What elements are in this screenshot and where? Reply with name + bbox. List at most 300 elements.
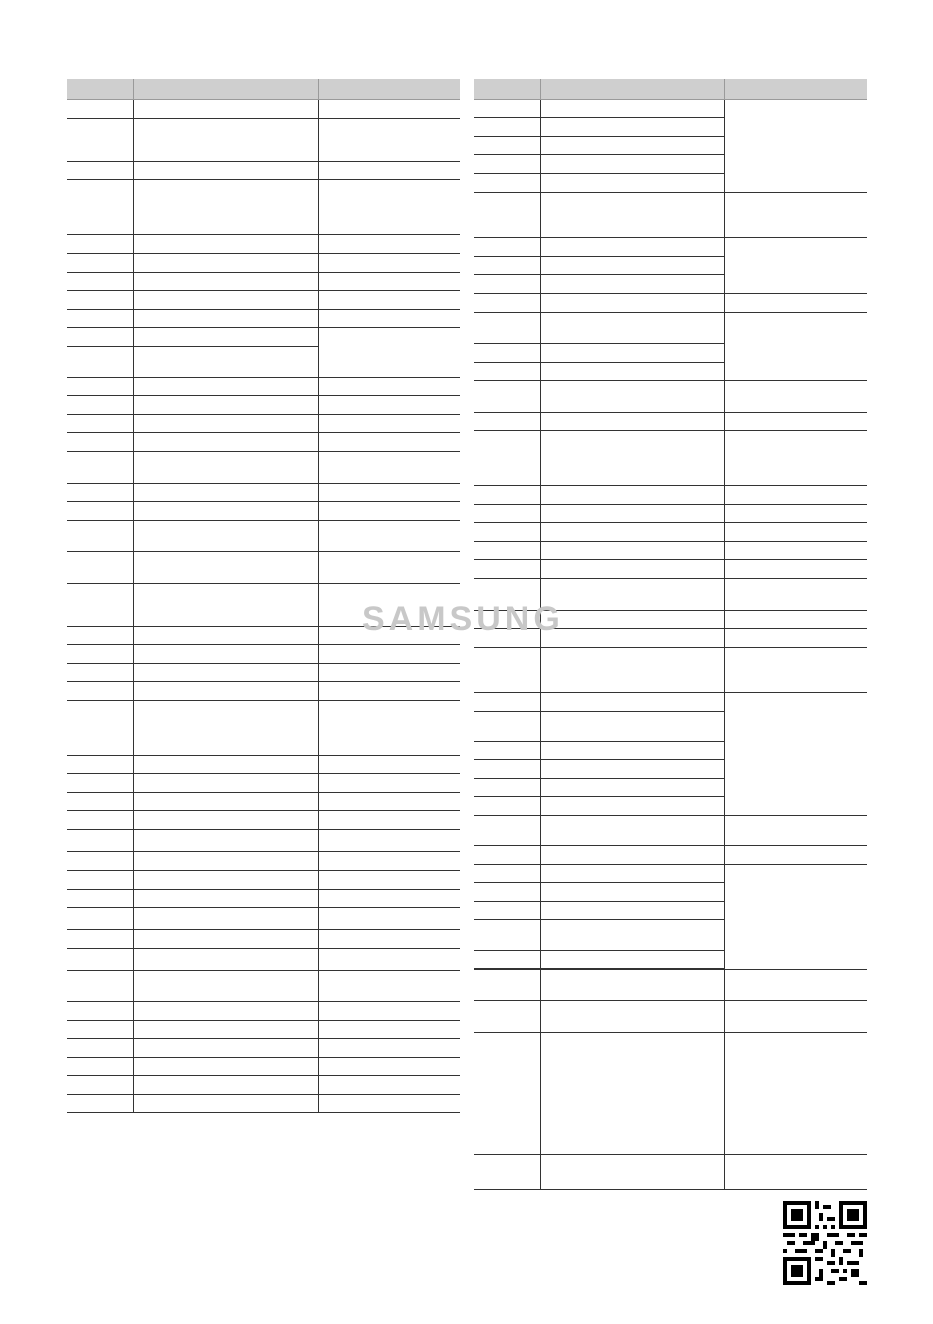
table-cell (133, 99, 318, 118)
table-cell (540, 173, 724, 192)
table-cell (540, 504, 724, 522)
table-cell (133, 681, 318, 700)
table-cell (318, 483, 460, 501)
table-cell (67, 327, 133, 346)
table-cell (133, 889, 318, 907)
table-cell (474, 864, 540, 882)
table-cell (133, 290, 318, 309)
table-cell (67, 889, 133, 907)
table-cell (67, 907, 133, 929)
table-row (67, 663, 460, 681)
table-cell (133, 309, 318, 327)
table-cell (474, 274, 540, 293)
table-cell (474, 380, 540, 412)
header-cell (318, 79, 460, 99)
table-cell (67, 432, 133, 451)
table-cell (318, 551, 460, 583)
table-cell (540, 1000, 724, 1032)
table-cell (540, 759, 724, 778)
table-cell (67, 309, 133, 327)
table-cell (724, 628, 867, 647)
table-row (67, 700, 460, 755)
table-cell (474, 237, 540, 256)
table-cell (133, 483, 318, 501)
table-cell (67, 970, 133, 1001)
table-cell (67, 501, 133, 520)
table-cell (474, 711, 540, 741)
table-cell (67, 520, 133, 551)
table-row (474, 815, 867, 845)
table-cell (133, 551, 318, 583)
table-cell (133, 395, 318, 414)
table-cell (540, 312, 724, 343)
table-cell (540, 578, 724, 610)
table-cell (474, 343, 540, 362)
table-cell (540, 950, 724, 968)
table-cell (318, 644, 460, 663)
table-cell (133, 1020, 318, 1038)
table-cell (133, 948, 318, 970)
table-cell (474, 950, 540, 968)
table-row (474, 1000, 867, 1032)
table-cell (133, 179, 318, 234)
header-cell (724, 79, 867, 99)
table-cell (474, 362, 540, 380)
table-cell (724, 1000, 867, 1032)
table-cell (540, 628, 724, 647)
table-cell (133, 663, 318, 681)
table-cell (133, 253, 318, 272)
table-row (67, 118, 460, 161)
table-cell (318, 234, 460, 253)
table-cell (133, 626, 318, 644)
table-cell (724, 610, 867, 628)
table-cell (318, 161, 460, 179)
table-cell (318, 118, 460, 161)
header-cell (133, 79, 318, 99)
table-row (474, 430, 867, 485)
table-cell (67, 346, 133, 377)
table-row (474, 559, 867, 578)
table-cell (724, 192, 867, 237)
table-cell (724, 845, 867, 864)
table-cell (474, 796, 540, 815)
table-cell (67, 1001, 133, 1020)
table-cell (540, 430, 724, 485)
table-cell (133, 451, 318, 483)
header-cell (474, 79, 540, 99)
table-row (474, 1154, 867, 1189)
table-cell (474, 99, 540, 117)
table-row (67, 1094, 460, 1112)
table-cell (540, 864, 724, 882)
table-cell (724, 293, 867, 312)
table-row (67, 161, 460, 179)
table-cell (67, 253, 133, 272)
table-cell (474, 559, 540, 578)
table-row (67, 272, 460, 290)
table-cell (67, 851, 133, 870)
table-row (67, 520, 460, 551)
table-cell (724, 237, 867, 293)
table-cell (540, 692, 724, 711)
table-cell (540, 154, 724, 173)
table-cell (540, 522, 724, 541)
table-row (67, 483, 460, 501)
table-cell (474, 154, 540, 173)
table-cell (133, 792, 318, 810)
table-cell (318, 810, 460, 829)
table-row (474, 312, 867, 343)
table-row (474, 237, 867, 256)
table-row (67, 929, 460, 948)
table-row (67, 970, 460, 1001)
table-cell (724, 578, 867, 610)
table-cell (540, 485, 724, 504)
table-cell (318, 99, 460, 118)
table-row (474, 412, 867, 430)
table-cell (67, 551, 133, 583)
table-cell (474, 430, 540, 485)
table-cell (540, 778, 724, 796)
table-row (67, 681, 460, 700)
table-row (67, 1075, 460, 1094)
table-cell (67, 290, 133, 309)
table-cell (474, 136, 540, 154)
table-row (67, 501, 460, 520)
table-cell (318, 773, 460, 792)
table-row (67, 829, 460, 851)
table-cell (67, 118, 133, 161)
table-cell (474, 522, 540, 541)
table-cell (724, 485, 867, 504)
table-row (474, 541, 867, 559)
table-cell (67, 483, 133, 501)
table-cell (474, 845, 540, 864)
table-cell (133, 1001, 318, 1020)
table-row (67, 1001, 460, 1020)
table-cell (474, 1032, 540, 1154)
table-cell (724, 541, 867, 559)
table-row (67, 1038, 460, 1057)
table-cell (67, 948, 133, 970)
table-cell (540, 1032, 724, 1154)
table-row (474, 1032, 867, 1154)
table-row (474, 522, 867, 541)
table-cell (540, 343, 724, 362)
table-cell (318, 1094, 460, 1112)
table-cell (724, 380, 867, 412)
table-cell (318, 663, 460, 681)
table-cell (540, 796, 724, 815)
table-cell (540, 117, 724, 136)
table-row (67, 432, 460, 451)
table-cell (540, 882, 724, 901)
header-cell (67, 79, 133, 99)
table-cell (724, 522, 867, 541)
table-cell (474, 815, 540, 845)
table-cell (67, 810, 133, 829)
table-cell (318, 1075, 460, 1094)
table-cell (318, 929, 460, 948)
table-cell (540, 741, 724, 759)
table-cell (724, 1154, 867, 1189)
table-cell (474, 919, 540, 950)
table-cell (724, 1032, 867, 1154)
table-cell (318, 414, 460, 432)
table-cell (724, 969, 867, 1000)
table-cell (474, 759, 540, 778)
table-cell (318, 432, 460, 451)
table-cell (318, 907, 460, 929)
table-cell (474, 256, 540, 274)
table-cell (133, 829, 318, 851)
table-row (67, 377, 460, 395)
table-cell (474, 778, 540, 796)
table-cell (474, 692, 540, 711)
table-cell (474, 117, 540, 136)
table-cell (474, 882, 540, 901)
table-cell (318, 851, 460, 870)
table-cell (133, 851, 318, 870)
table-cell (67, 1094, 133, 1112)
table-cell (133, 700, 318, 755)
table-cell (540, 559, 724, 578)
table-cell (540, 362, 724, 380)
table-cell (318, 290, 460, 309)
table-cell (133, 870, 318, 889)
table-cell (318, 272, 460, 290)
table-cell (474, 504, 540, 522)
table-cell (318, 1038, 460, 1057)
table-cell (67, 1057, 133, 1075)
table-cell (724, 559, 867, 578)
table-row (67, 327, 460, 346)
table-row (67, 451, 460, 483)
table-cell (318, 1001, 460, 1020)
table-cell (67, 179, 133, 234)
table-cell (724, 864, 867, 969)
table-cell (474, 485, 540, 504)
table-cell (540, 647, 724, 692)
table-cell (318, 377, 460, 395)
table-cell (133, 907, 318, 929)
table-cell (540, 412, 724, 430)
table-cell (540, 901, 724, 919)
table-cell (67, 644, 133, 663)
table-row (474, 192, 867, 237)
table-cell (133, 1075, 318, 1094)
table-cell (540, 136, 724, 154)
table-row (67, 889, 460, 907)
table-cell (474, 647, 540, 692)
table-cell (318, 792, 460, 810)
table-row (67, 253, 460, 272)
table-cell (67, 773, 133, 792)
table-cell (67, 755, 133, 773)
table-cell (133, 583, 318, 626)
table-cell (318, 451, 460, 483)
table-cell (540, 541, 724, 559)
brand-watermark: SAMSUNG (362, 600, 564, 638)
table-cell (540, 256, 724, 274)
table-cell (133, 970, 318, 1001)
table-cell (540, 237, 724, 256)
table-cell (724, 430, 867, 485)
table-cell (67, 1038, 133, 1057)
table-cell (540, 380, 724, 412)
left-table (67, 79, 460, 1113)
table-row (474, 969, 867, 1000)
table-row (474, 99, 867, 117)
table-cell (67, 663, 133, 681)
table-cell (724, 312, 867, 380)
table-cell (474, 1154, 540, 1189)
table-row (67, 179, 460, 234)
table-cell (724, 647, 867, 692)
table-cell (133, 520, 318, 551)
table-cell (318, 179, 460, 234)
table-cell (318, 1057, 460, 1075)
table-cell (540, 919, 724, 950)
table-cell (133, 161, 318, 179)
table-cell (540, 293, 724, 312)
table-row (67, 309, 460, 327)
table-row (67, 99, 460, 118)
table-cell (133, 327, 318, 346)
table-cell (540, 192, 724, 237)
table-cell (133, 414, 318, 432)
table-cell (318, 889, 460, 907)
table-row (67, 551, 460, 583)
table-cell (724, 412, 867, 430)
table-cell (318, 681, 460, 700)
table-cell (67, 700, 133, 755)
table-cell (67, 583, 133, 626)
table-row (474, 380, 867, 412)
table-row (67, 1020, 460, 1038)
table-cell (540, 1154, 724, 1189)
table-cell (67, 395, 133, 414)
table-cell (540, 969, 724, 1000)
table-row (67, 234, 460, 253)
table-cell (474, 173, 540, 192)
table-cell (318, 327, 460, 377)
qr-code-icon (783, 1201, 867, 1285)
table-row (474, 692, 867, 711)
table-cell (540, 274, 724, 293)
table-cell (67, 99, 133, 118)
table-row (474, 293, 867, 312)
table-row (67, 810, 460, 829)
table-cell (133, 377, 318, 395)
table-row (67, 290, 460, 309)
table-cell (318, 948, 460, 970)
table-row (474, 845, 867, 864)
table-cell (724, 692, 867, 815)
table-cell (318, 970, 460, 1001)
table-cell (474, 969, 540, 1000)
table-row (67, 1057, 460, 1075)
table-cell (474, 192, 540, 237)
table-cell (133, 755, 318, 773)
table-row (67, 870, 460, 889)
table-row (474, 864, 867, 882)
table-cell (67, 626, 133, 644)
table-cell (133, 1094, 318, 1112)
table-cell (67, 681, 133, 700)
table-cell (318, 700, 460, 755)
table-cell (474, 412, 540, 430)
table-row (474, 647, 867, 692)
table-cell (133, 929, 318, 948)
table-cell (67, 929, 133, 948)
table-row (474, 485, 867, 504)
table-cell (540, 610, 724, 628)
table-cell (318, 1020, 460, 1038)
table-row (67, 948, 460, 970)
table-cell (133, 810, 318, 829)
table-cell (67, 161, 133, 179)
table-row (67, 414, 460, 432)
header-cell (540, 79, 724, 99)
table-cell (133, 501, 318, 520)
table-cell (318, 309, 460, 327)
table-row (474, 504, 867, 522)
table-cell (67, 1020, 133, 1038)
table-cell (318, 520, 460, 551)
table-cell (67, 792, 133, 810)
table-row (67, 792, 460, 810)
table-cell (540, 711, 724, 741)
table-cell (540, 99, 724, 117)
table-cell (318, 870, 460, 889)
table-cell (318, 253, 460, 272)
table-cell (318, 829, 460, 851)
table-row (67, 773, 460, 792)
table-cell (474, 541, 540, 559)
table-row (67, 644, 460, 663)
table-row (67, 851, 460, 870)
table-cell (724, 815, 867, 845)
table-cell (474, 901, 540, 919)
table-cell (67, 414, 133, 432)
table-cell (133, 644, 318, 663)
table-cell (67, 829, 133, 851)
table-cell (724, 504, 867, 522)
table-cell (67, 870, 133, 889)
table-cell (540, 815, 724, 845)
table-cell (474, 312, 540, 343)
table-cell (474, 1000, 540, 1032)
table-cell (318, 755, 460, 773)
table-cell (133, 432, 318, 451)
table-cell (724, 99, 867, 192)
table-cell (133, 234, 318, 253)
table-cell (133, 1057, 318, 1075)
table-row (67, 755, 460, 773)
table-row (67, 907, 460, 929)
table-cell (318, 395, 460, 414)
table-cell (67, 377, 133, 395)
table-cell (67, 451, 133, 483)
table-cell (67, 1075, 133, 1094)
table-cell (474, 741, 540, 759)
table-cell (67, 272, 133, 290)
table-cell (133, 773, 318, 792)
table-cell (133, 1038, 318, 1057)
table-cell (540, 845, 724, 864)
